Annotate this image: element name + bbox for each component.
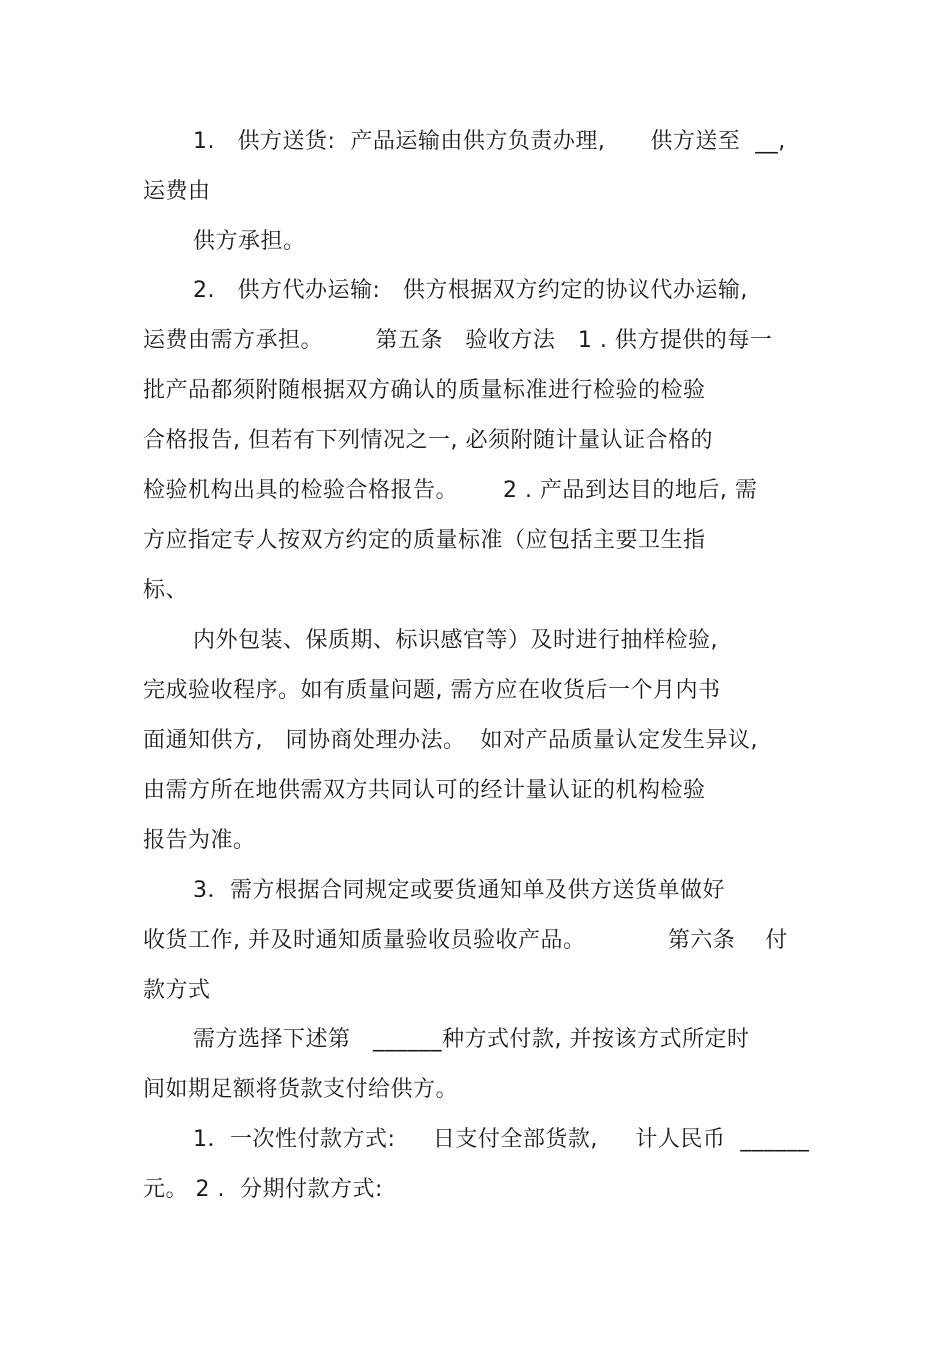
text-line-9: 方应指定专人按双方约定的质量标准（应包括主要卫生指 [143, 528, 706, 553]
text-line-11: 内外包装、保质期、标识感官等）及时进行抽样检验, [193, 628, 718, 653]
text-line-22: 元。 2 . 分期付款方式: [143, 1177, 383, 1202]
text-line-8: 检验机构出具的检验合格报告。 2 . 产品到达目的地后, 需 [143, 478, 758, 503]
text-line-10: 标、 [143, 578, 189, 603]
text-line-14: 由需方所在地供需双方共同认可的经计量认证的机构检验 [143, 778, 706, 803]
text-line-4: 2. 供方代办运输: 供方根据双方约定的协议代办运输, [193, 278, 748, 303]
text-line-17: 收货工作, 并及时通知质量验收员验收产品。 第六条 付 [143, 928, 788, 953]
text-line-3: 供方承担。 [193, 229, 306, 254]
text-line-2: 运费由 [143, 179, 211, 204]
text-line-1: 1. 供方送货: 产品运输由供方负责办理, 供方送至 __, [193, 129, 786, 154]
text-line-12: 完成验收程序。如有质量问题, 需方应在收货后一个月内书 [143, 678, 721, 703]
text-line-6: 批产品都须附随根据双方确认的质量标准进行检验的检验 [143, 378, 706, 403]
text-line-15: 报告为准。 [143, 828, 256, 853]
text-line-21: 1．一次性付款方式: 日支付全部货款, 计人民币 ______ [193, 1127, 810, 1152]
text-line-19: 需方选择下述第 ______种方式付款, 并按该方式所定时 [193, 1027, 750, 1052]
text-line-18: 款方式 [143, 978, 211, 1003]
text-line-20: 间如期足额将货款支付给供方。 [143, 1077, 459, 1102]
text-line-16: 3．需方根据合同规定或要货通知单及供方送货单做好 [193, 878, 725, 903]
text-line-13: 面通知供方, 同协商处理办法。 如对产品质量认定发生异议, [143, 728, 758, 753]
text-line-7: 合格报告, 但若有下列情况之一, 必须附随计量认证合格的 [143, 428, 713, 453]
text-line-5: 运费由需方承担。 第五条 验收方法 1 . 供方提供的每一 [143, 328, 773, 353]
